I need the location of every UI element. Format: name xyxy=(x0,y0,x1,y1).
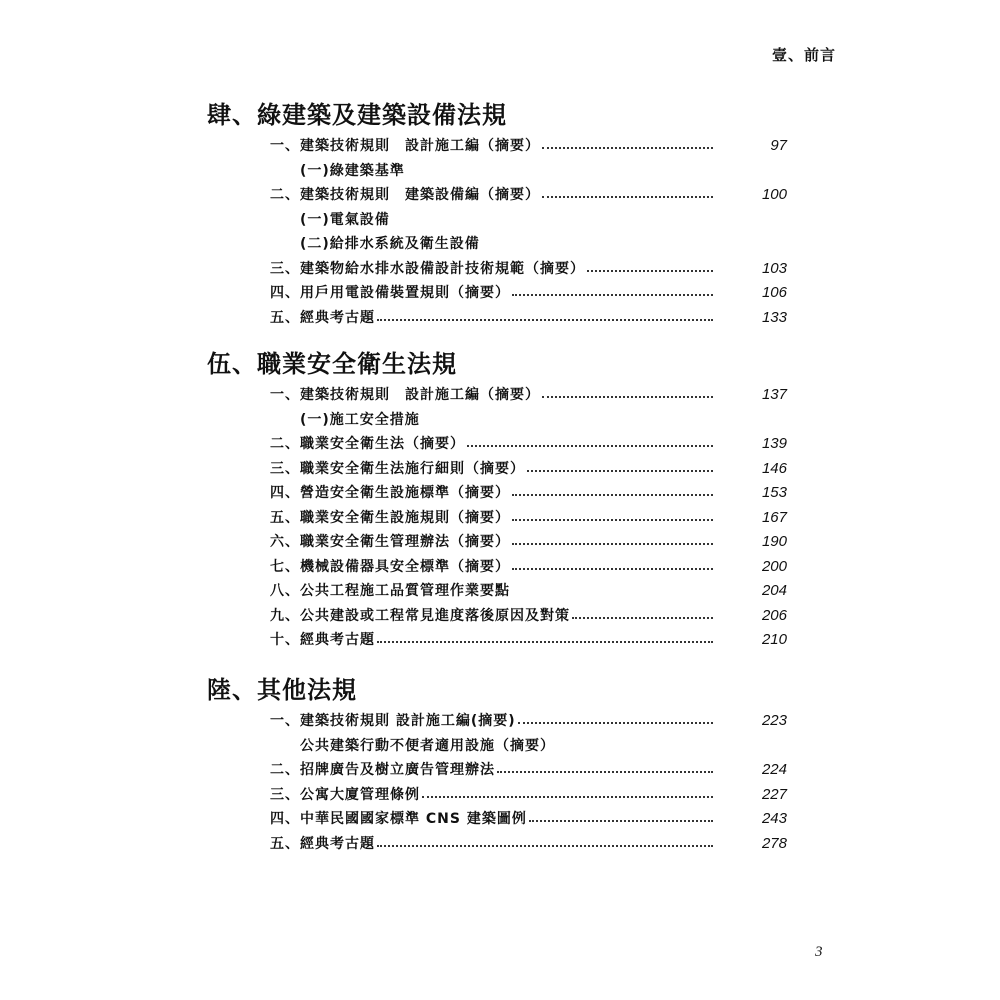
toc-entry[interactable] xyxy=(207,506,787,531)
dot-leader xyxy=(512,519,713,521)
toc-entry[interactable] xyxy=(207,134,787,159)
toc-entry[interactable] xyxy=(207,159,787,184)
toc-entry-label: (二)給排水系統及衛生設備 xyxy=(300,236,480,252)
toc-entry-label: 五、經典考古題 xyxy=(270,835,375,852)
toc-entry[interactable] xyxy=(207,807,787,832)
toc-entry[interactable] xyxy=(207,579,787,604)
toc-entry-label: 七、機械設備器具安全標準（摘要） xyxy=(270,558,510,575)
dot-leader xyxy=(377,641,713,643)
toc-entry[interactable] xyxy=(207,432,787,457)
toc-entry[interactable] xyxy=(207,628,787,653)
toc-entry-page: 97 xyxy=(770,137,787,154)
dot-leader xyxy=(527,470,713,472)
toc-entry[interactable] xyxy=(207,183,787,208)
toc-entry-label: 四、營造安全衛生設施標準（摘要） xyxy=(270,485,510,501)
toc-section xyxy=(207,98,787,330)
toc-entry-page: 153 xyxy=(761,484,787,501)
toc-entry[interactable] xyxy=(207,709,787,734)
toc-entry[interactable] xyxy=(207,758,787,783)
dot-leader xyxy=(542,147,713,149)
toc-entry-page: 278 xyxy=(761,834,787,852)
dot-leader xyxy=(467,445,713,447)
dot-leader xyxy=(542,196,713,198)
toc-entry[interactable] xyxy=(207,281,787,306)
dot-leader xyxy=(512,568,713,570)
toc-entry-page: 167 xyxy=(761,508,787,526)
toc-entry-page: 103 xyxy=(761,259,787,277)
toc-entries xyxy=(207,134,787,330)
dot-leader xyxy=(377,319,713,321)
toc-entry-label: 三、建築物給水排水設備設計技術規範（摘要） xyxy=(270,260,585,277)
toc-entry-label: (一)施工安全措施 xyxy=(300,411,420,428)
toc-entry-page: 137 xyxy=(761,386,787,403)
toc-entry-page: 146 xyxy=(761,459,787,477)
toc-section xyxy=(207,673,787,856)
toc-entry-page: 204 xyxy=(761,582,787,599)
toc-entry[interactable] xyxy=(207,604,787,629)
toc-entry[interactable] xyxy=(207,734,787,759)
toc-entry-page: 200 xyxy=(761,557,787,575)
toc-entry-label: 三、公寓大廈管理條例 xyxy=(270,786,420,803)
dot-leader xyxy=(512,494,713,496)
section-title: 肆、綠建築及建築設備法規 xyxy=(207,101,507,129)
toc-entry-label: 四、中華民國國家標準 CNS 建築圖例 xyxy=(270,811,527,827)
toc-entry-page: 139 xyxy=(761,435,787,452)
toc-entry-label: 六、職業安全衛生管理辦法（摘要） xyxy=(270,534,510,550)
dot-leader xyxy=(512,543,713,545)
toc-entry-page: 100 xyxy=(761,186,787,203)
toc-entry-page: 224 xyxy=(761,761,787,778)
toc-entry[interactable] xyxy=(207,530,787,555)
toc-entry-label: 五、職業安全衛生設施規則（摘要） xyxy=(270,509,510,526)
toc-entry[interactable] xyxy=(207,208,787,233)
toc-entry-page: 133 xyxy=(761,308,787,326)
dot-leader xyxy=(572,617,713,619)
toc-entry-label: 一、建築技術規則 設計施工編（摘要） xyxy=(270,387,540,403)
running-header: 壹、前言 xyxy=(771,46,836,64)
dot-leader xyxy=(529,820,713,822)
toc-entry-page: 243 xyxy=(761,810,787,827)
toc-entry-label: 十、經典考古題 xyxy=(270,632,375,648)
dot-leader xyxy=(377,845,713,847)
toc-entry-page: 210 xyxy=(761,631,787,648)
toc-entry[interactable] xyxy=(207,232,787,257)
toc-entry-label: 八、公共工程施工品質管理作業要點 xyxy=(270,583,510,599)
toc-entry-label: 一、建築技術規則 設計施工編（摘要） xyxy=(270,138,540,154)
toc-entry[interactable] xyxy=(207,481,787,506)
toc-entry-label: (一)電氣設備 xyxy=(300,211,390,228)
toc-section xyxy=(207,347,787,653)
toc-entry[interactable] xyxy=(207,257,787,282)
section-title: 伍、職業安全衛生法規 xyxy=(207,350,457,378)
dot-leader xyxy=(497,771,713,773)
toc-entries xyxy=(207,709,787,856)
dot-leader xyxy=(422,796,713,798)
toc-entry-page: 206 xyxy=(761,606,787,624)
toc-entry[interactable] xyxy=(207,832,787,857)
dot-leader xyxy=(512,294,713,296)
toc-entry[interactable] xyxy=(207,555,787,580)
toc-entry-page: 190 xyxy=(761,533,787,550)
dot-leader xyxy=(518,722,713,724)
toc-entry-page: 223 xyxy=(761,712,787,729)
toc-entry-label: 二、建築技術規則 建築設備編（摘要） xyxy=(270,187,540,203)
toc-entry-label: 二、招牌廣告及樹立廣告管理辦法 xyxy=(270,762,495,778)
toc-entry[interactable] xyxy=(207,383,787,408)
toc-entry-label: 三、職業安全衛生法施行細則（摘要） xyxy=(270,460,525,477)
toc-entry-label: 公共建築行動不便者適用設施（摘要） xyxy=(300,737,555,754)
toc-entry-label: 五、經典考古題 xyxy=(270,309,375,326)
dot-leader xyxy=(587,270,713,272)
toc-entry-label: 九、公共建設或工程常見進度落後原因及對策 xyxy=(270,607,570,624)
toc-entry-label: 一、建築技術規則 設計施工編(摘要) xyxy=(270,713,516,729)
toc-entry[interactable] xyxy=(207,306,787,331)
toc-entry-label: 二、職業安全衛生法（摘要） xyxy=(270,436,465,452)
dot-leader xyxy=(542,396,713,398)
toc-entry[interactable] xyxy=(207,408,787,433)
toc-entries xyxy=(207,383,787,653)
toc-entry[interactable] xyxy=(207,457,787,482)
toc-entry-page: 106 xyxy=(761,284,787,301)
page-number: 3 xyxy=(815,944,823,960)
toc-entry-label: (一)綠建築基準 xyxy=(300,162,405,179)
section-title: 陸、其他法規 xyxy=(207,676,357,704)
toc-entry-page: 227 xyxy=(761,785,787,803)
toc-entry[interactable] xyxy=(207,783,787,808)
toc-entry-label: 四、用戶用電設備裝置規則（摘要） xyxy=(270,285,510,301)
